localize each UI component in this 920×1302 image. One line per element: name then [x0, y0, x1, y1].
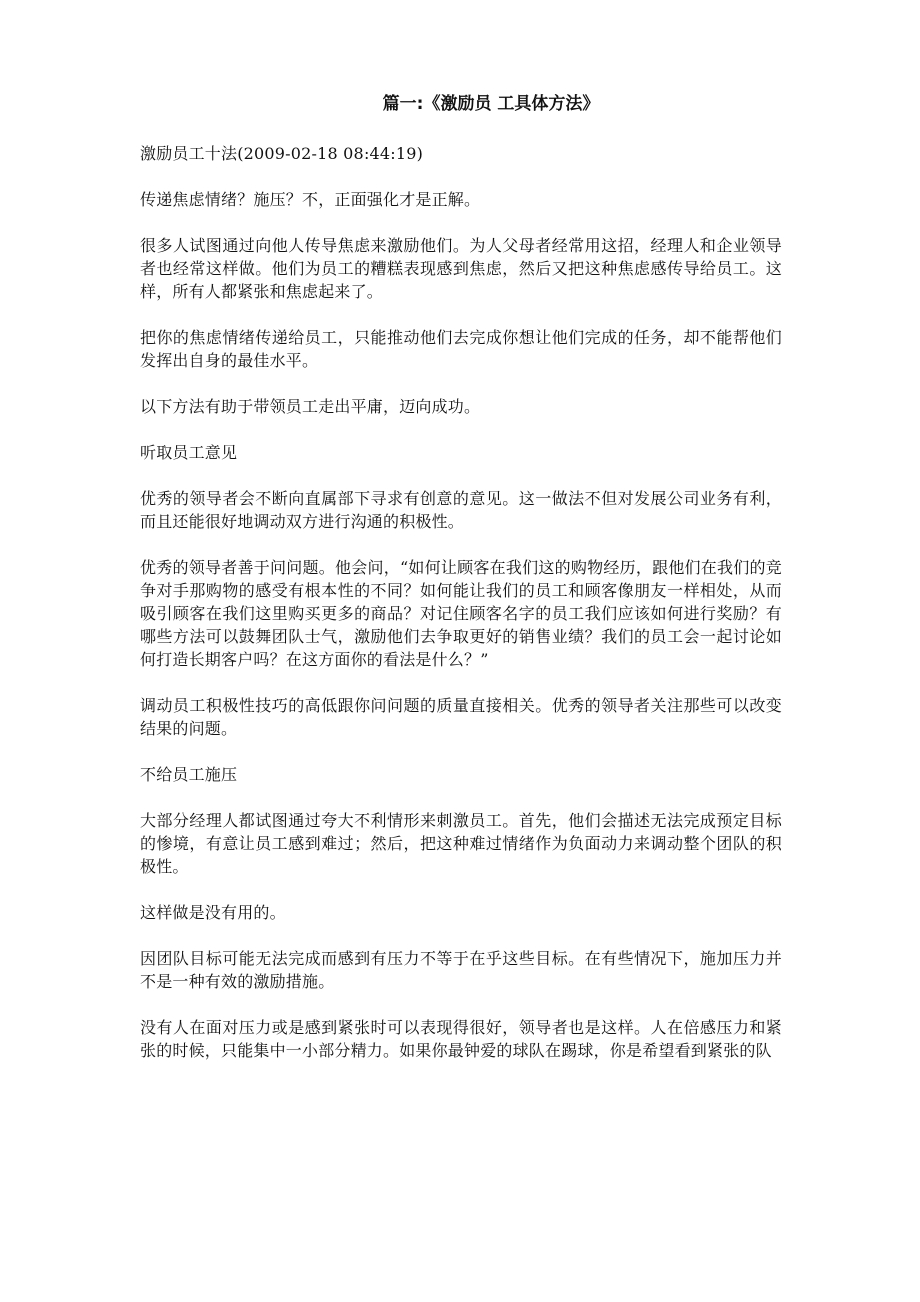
paragraph: 优秀的领导者会不断向直属部下寻求有创意的意见。这一做法不但对发展公司业务有利，而且还能很好地调动双方进行沟通的积极性。	[140, 489, 782, 531]
paragraph: 优秀的领导者善于问问题。他会问，“如何让顾客在我们这的购物经历，跟他们在我们的竞争对手那购物的感受有根本性的不同？如何能让我们的员工和顾客像朋友一样相处，从而吸引顾客在我们这里购买更多的商品？对记住顾客名字的员工我们应该如何进行奖励？有哪些方法可以鼓舞团队士气，激励他们去争取更好的销售业绩？我们的员工会一起讨论如何打造长期客户吗？在这方面你的看法是什么？”	[140, 558, 782, 669]
paragraph: 调动员工积极性技巧的高低跟你问问题的质量直接相关。优秀的领导者关注那些可以改变结果的问题。	[140, 696, 782, 738]
paragraph: 因团队目标可能无法完成而感到有压力不等于在乎这些目标。在有些情况下，施加压力并不是一种有效的激励措施。	[140, 949, 782, 991]
document-page	[140, 92, 782, 1085]
section-heading: 不给员工施压	[140, 765, 238, 784]
paragraph: 大部分经理人都试图通过夸大不利情形来刺激员工。首先，他们会描述无法完成预定目标的惨境，有意让员工感到难过；然后，把这种难过情绪作为负面动力来调动整个团队的积极性。	[140, 811, 782, 876]
document-body	[140, 142, 782, 1062]
paragraph: 很多人试图通过向他人传导焦虑来激励他们。为人父母者经常用这招，经理人和企业领导者也经常这样做。他们为员工的糟糕表现感到焦虑，然后又把这种焦虑感传导给员工。这样，所有人都紧张和焦虑起来了。	[140, 236, 782, 301]
section-heading: 听取员工意见	[140, 443, 238, 462]
paragraph: 激励员工十法(2009-02-18 08:44:19)	[140, 144, 424, 163]
paragraph: 把你的焦虑情绪传递给员工，只能推动他们去完成你想让他们完成的任务，却不能帮他们发挥出自身的最佳水平。	[140, 328, 782, 370]
paragraph: 这样做是没有用的。	[140, 903, 286, 922]
document-title: 篇一:《激励员 工具体方法》	[382, 94, 600, 114]
paragraph: 没有人在面对压力或是感到紧张时可以表现得很好，领导者也是这样。人在倍感压力和紧张的时候，只能集中一小部分精力。如果你最钟爱的球队在踢球，你是希望看到紧张的队	[140, 1018, 782, 1060]
paragraph: 以下方法有助于带领员工走出平庸，迈向成功。	[140, 397, 481, 416]
paragraph: 传递焦虑情绪？施压？不，正面强化才是正解。	[140, 190, 481, 209]
